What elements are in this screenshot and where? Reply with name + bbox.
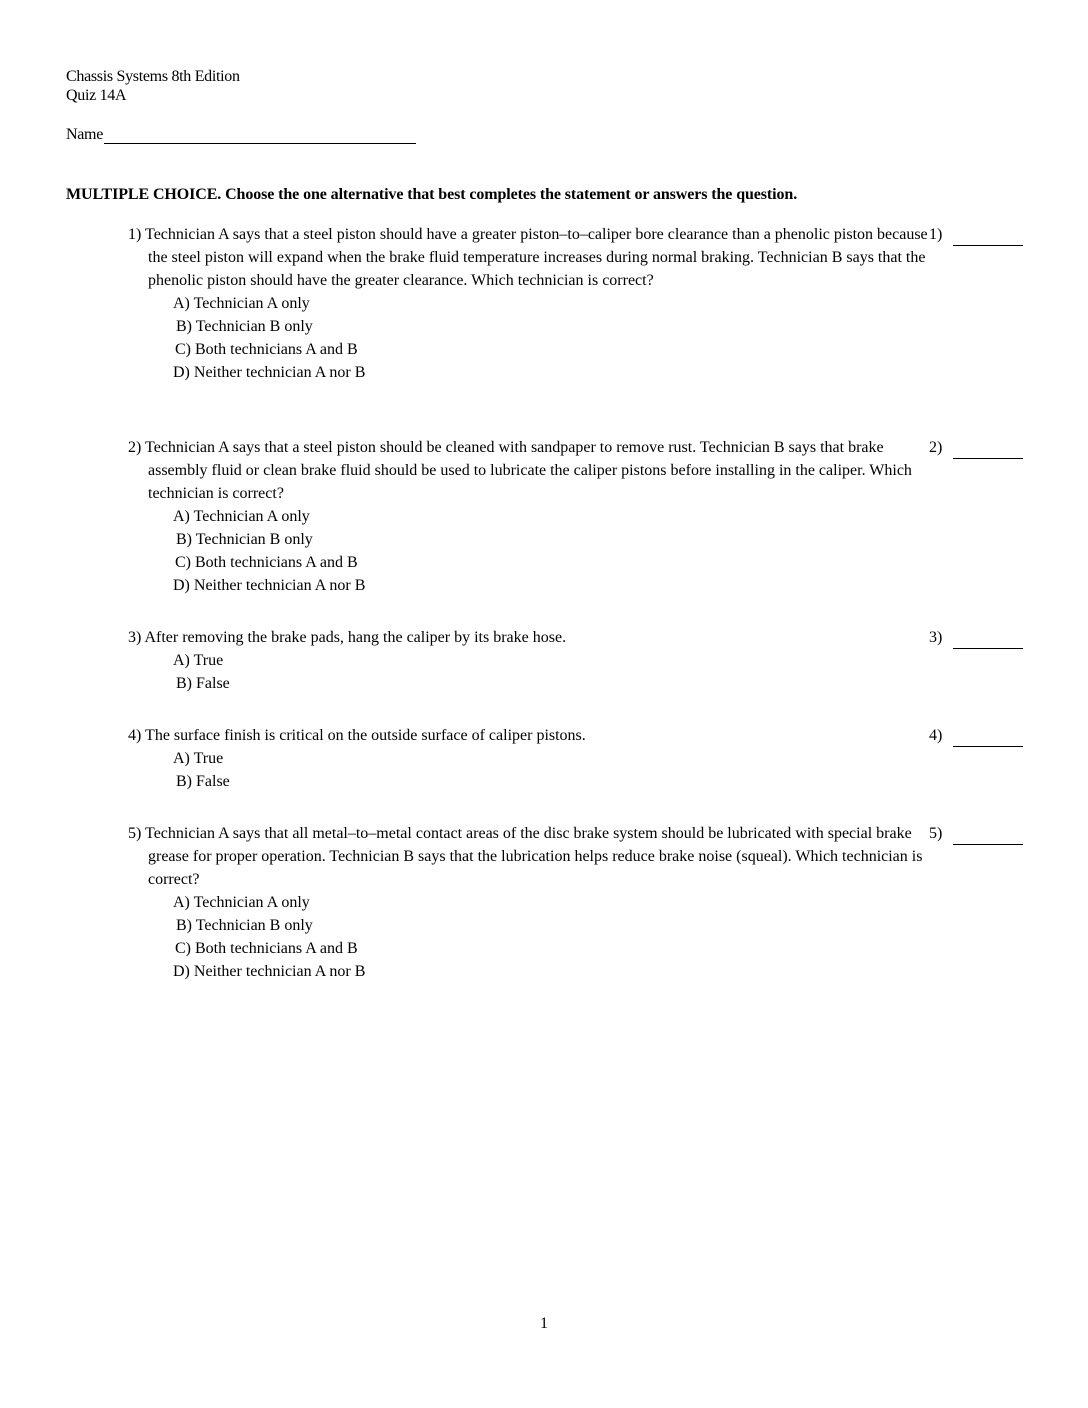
name-blank[interactable] xyxy=(104,126,416,144)
option-c: C) Both technicians A and B xyxy=(175,940,358,957)
question-stem: 3) After removing the brake pads, hang the caliper by its brake hose. xyxy=(128,629,567,646)
option-b: B) Technician B only xyxy=(176,531,313,548)
name-label: Name xyxy=(66,126,104,143)
option-a: A) True xyxy=(173,652,224,669)
option-a: A) Technician A only xyxy=(173,894,310,911)
answer-2 xyxy=(929,436,1023,459)
question-2 xyxy=(128,436,928,597)
option-a: A) Technician A only xyxy=(173,295,310,312)
page-number: 1 xyxy=(540,1315,548,1332)
option-a: A) True xyxy=(173,750,224,767)
course-title: Chassis Systems 8th Edition xyxy=(66,68,240,85)
instructions: MULTIPLE CHOICE. Choose the one alternative that best completes the statement or answers the question. xyxy=(66,186,798,203)
answer-3 xyxy=(929,626,1023,649)
question-5 xyxy=(128,822,928,983)
option-c: C) Both technicians A and B xyxy=(175,554,358,571)
name-field xyxy=(66,125,416,144)
option-a: A) Technician A only xyxy=(173,508,310,525)
answer-blank[interactable] xyxy=(953,229,1023,246)
answer-number: 5) xyxy=(929,825,943,842)
option-d: D) Neither technician A nor B xyxy=(173,963,366,980)
answer-number: 2) xyxy=(929,439,943,456)
option-b: B) False xyxy=(176,773,230,790)
option-b: B) Technician B only xyxy=(176,318,313,335)
question-1 xyxy=(128,223,928,384)
answer-number: 3) xyxy=(929,629,943,646)
question-stem: 2) Technician A says that a steel piston should be cleaned with sandpaper to remove rust. Technician B says that brake assembly fluid or clean brake fluid should be used to lubricate the caliper pistons before installing in the caliper. Which technician is correct? xyxy=(128,439,912,502)
question-stem: 4) The surface finish is critical on the outside surface of caliper pistons. xyxy=(128,727,586,744)
answer-4 xyxy=(929,724,1023,747)
answer-5 xyxy=(929,822,1023,845)
answer-blank[interactable] xyxy=(953,730,1023,747)
question-stem: 1) Technician A says that a steel piston should have a greater piston–to–caliper bore clearance than a phenolic piston because the steel piston will expand when the brake fluid temperature increases during normal braking. Technician B says that the phenolic piston should have the greater clearance. Which technician is correct? xyxy=(128,226,928,289)
answer-number: 4) xyxy=(929,727,943,744)
question-3 xyxy=(128,626,928,695)
option-d: D) Neither technician A nor B xyxy=(173,364,366,381)
option-d: D) Neither technician A nor B xyxy=(173,577,366,594)
answer-blank[interactable] xyxy=(953,632,1023,649)
option-b: B) Technician B only xyxy=(176,917,313,934)
answer-blank[interactable] xyxy=(953,442,1023,459)
answer-blank[interactable] xyxy=(953,828,1023,845)
question-4 xyxy=(128,724,928,793)
quiz-title: Quiz 14A xyxy=(66,87,127,104)
option-b: B) False xyxy=(176,675,230,692)
answer-1 xyxy=(929,223,1023,246)
question-stem: 5) Technician A says that all metal–to–metal contact areas of the disc brake system should be lubricated with special brake grease for proper operation. Technician B says that the lubrication helps reduce brake noise (squeal). Which technician is correct? xyxy=(128,825,923,888)
answer-number: 1) xyxy=(929,226,943,243)
option-c: C) Both technicians A and B xyxy=(175,341,358,358)
